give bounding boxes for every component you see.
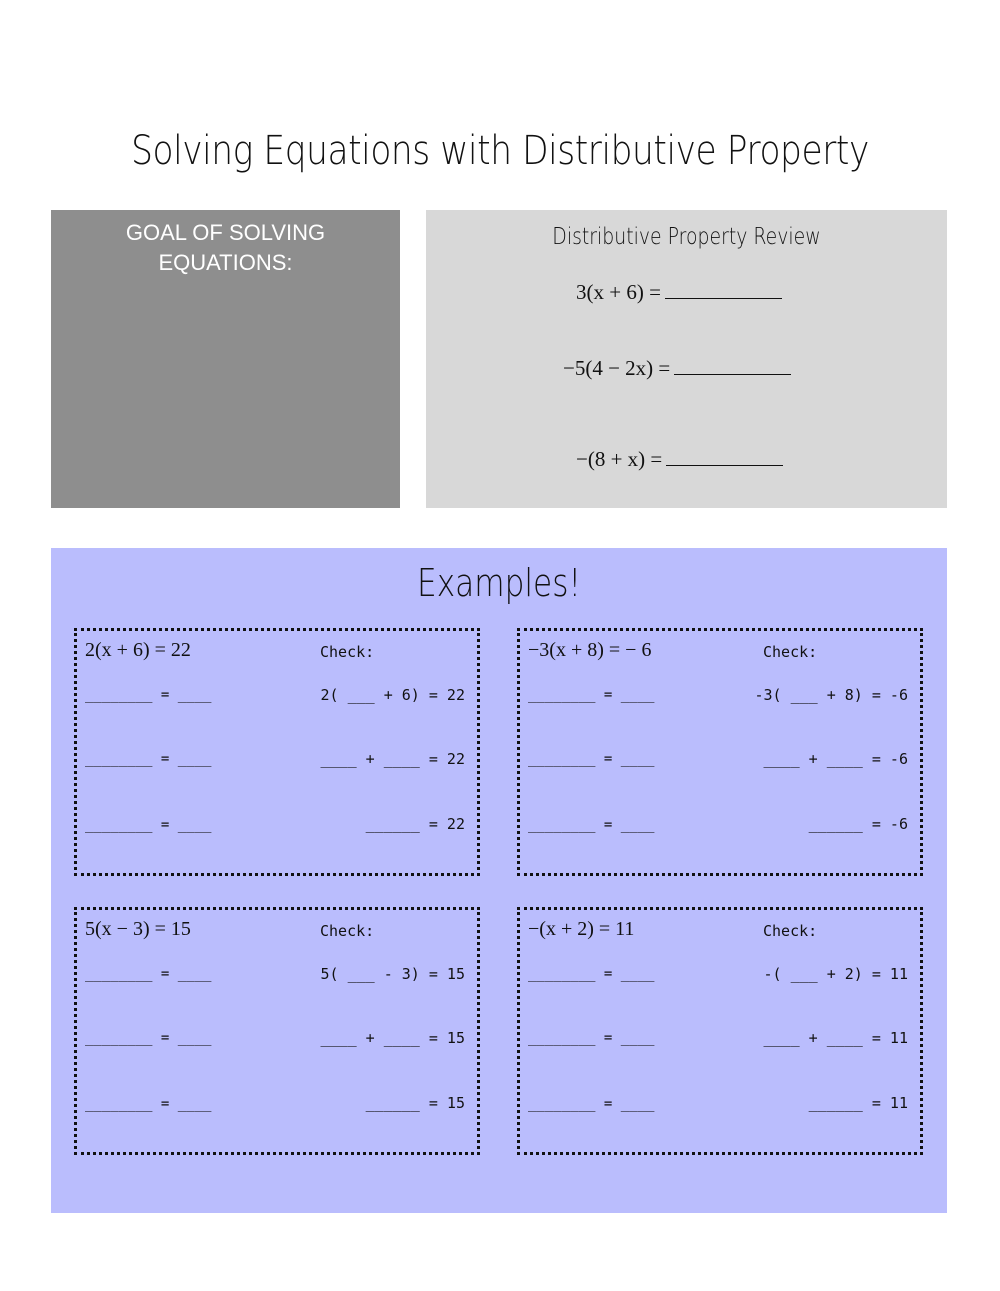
check-line[interactable]: -( ___ + 2) = 11 [763, 965, 908, 983]
review-expression: 3(x + 6) = [576, 280, 661, 304]
example-card-4 [517, 907, 923, 1155]
example-equation: 5(x − 3) = 15 [85, 918, 191, 940]
work-line[interactable]: ________ = ____ [528, 817, 655, 833]
examples-panel [51, 548, 947, 1213]
check-label: Check: [320, 922, 375, 940]
check-line[interactable]: ______ = 22 [365, 815, 465, 833]
goal-panel [51, 210, 400, 508]
answer-blank[interactable] [665, 280, 782, 299]
work-line[interactable]: ________ = ____ [528, 687, 655, 703]
goal-title: GOAL OF SOLVING EQUATIONS: [125, 220, 326, 275]
example-equation: −(x + 2) = 11 [528, 918, 635, 940]
example-equation: −3(x + 8) = − 6 [528, 639, 652, 661]
example-card-2 [517, 628, 923, 876]
review-title: Distributive Property Review [552, 224, 821, 250]
check-line[interactable]: -3( ___ + 8) = -6 [754, 686, 908, 704]
review-problem-1 [576, 280, 782, 305]
work-line[interactable]: ________ = ____ [528, 751, 655, 767]
answer-blank[interactable] [674, 356, 791, 375]
review-expression: −(8 + x) = [576, 447, 663, 471]
work-line[interactable]: ________ = ____ [528, 1096, 655, 1112]
check-line[interactable]: ______ = 15 [365, 1094, 465, 1112]
review-problem-3 [576, 447, 783, 472]
check-line[interactable]: ______ = 11 [808, 1094, 908, 1112]
example-card-3 [74, 907, 480, 1155]
work-line[interactable]: ________ = ____ [85, 1096, 212, 1112]
check-line[interactable]: 5( ___ - 3) = 15 [320, 965, 465, 983]
example-equation: 2(x + 6) = 22 [85, 639, 191, 661]
work-line[interactable]: ________ = ____ [528, 966, 655, 982]
work-line[interactable]: ________ = ____ [85, 817, 212, 833]
example-card-1 [74, 628, 480, 876]
check-line[interactable]: ______ = -6 [808, 815, 908, 833]
check-line[interactable]: ____ + ____ = 11 [763, 1029, 908, 1047]
work-line[interactable]: ________ = ____ [85, 1030, 212, 1046]
review-problem-2 [563, 356, 791, 381]
check-line[interactable]: 2( ___ + 6) = 22 [320, 686, 465, 704]
review-panel [426, 210, 947, 508]
review-expression: −5(4 − 2x) = [563, 356, 671, 380]
check-label: Check: [763, 922, 818, 940]
work-line[interactable]: ________ = ____ [85, 751, 212, 767]
work-line[interactable]: ________ = ____ [85, 966, 212, 982]
examples-title: Examples! [417, 561, 581, 605]
check-line[interactable]: ____ + ____ = 22 [320, 750, 465, 768]
work-line[interactable]: ________ = ____ [528, 1030, 655, 1046]
check-label: Check: [763, 643, 818, 661]
page-title: Solving Equations with Distributive Property [131, 128, 869, 174]
check-label: Check: [320, 643, 375, 661]
check-line[interactable]: ____ + ____ = -6 [763, 750, 908, 768]
answer-blank[interactable] [666, 447, 783, 466]
check-line[interactable]: ____ + ____ = 15 [320, 1029, 465, 1047]
work-line[interactable]: ________ = ____ [85, 687, 212, 703]
